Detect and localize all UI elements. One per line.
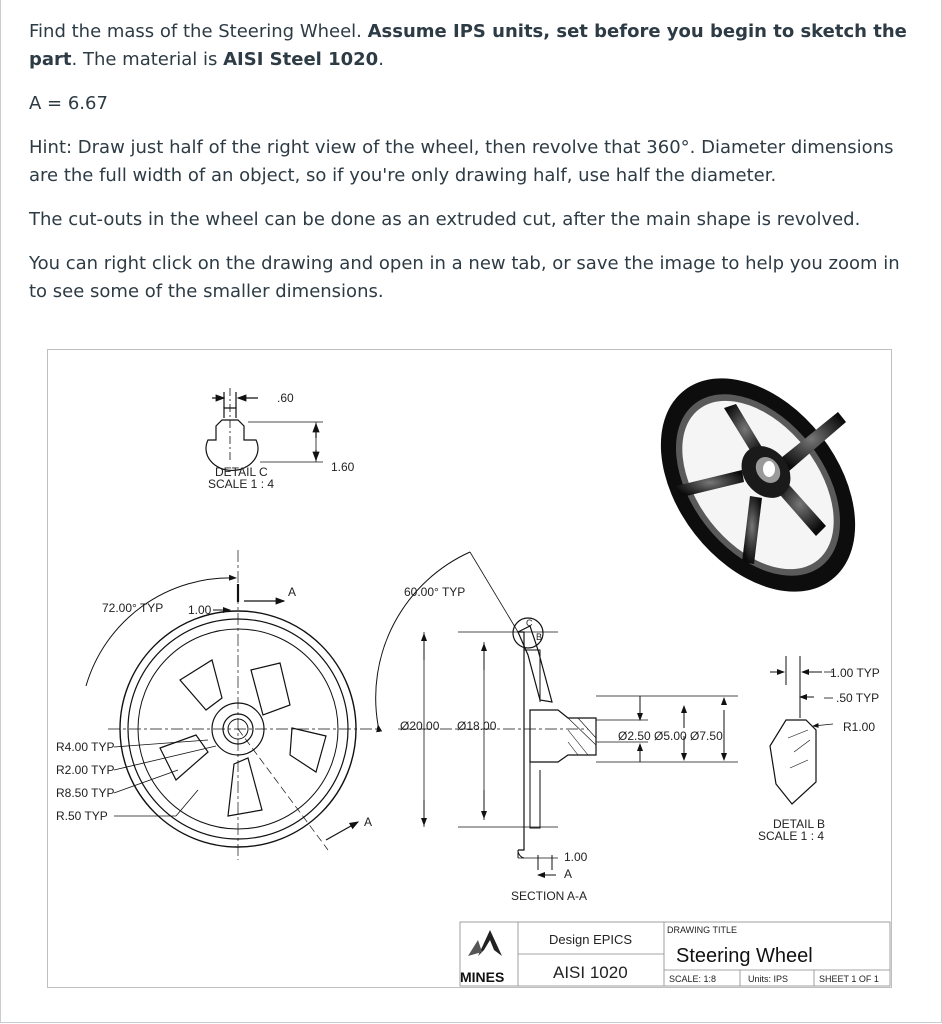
detail-c-scale: SCALE 1 : 4 — [208, 477, 275, 491]
drawing-scale: SCALE: 1:8 — [669, 974, 717, 984]
detail-b-dim-1: 1.00 TYP — [830, 666, 880, 680]
question-paragraph-1 — [29, 18, 915, 74]
detail-b-scale: SCALE 1 : 4 — [758, 829, 825, 843]
wheel-3d-render — [621, 350, 891, 629]
front-angle-dim: 72.00° TYP — [102, 601, 164, 615]
detail-c-width-dim: .60 — [277, 391, 294, 405]
drawing-svg — [48, 350, 891, 987]
designer-text: Design EPICS — [549, 932, 633, 947]
detail-b-dim-2: .50 TYP — [836, 691, 880, 705]
bold-material: AISI Steel 1020 — [223, 49, 379, 70]
detail-b-title: DETAIL B — [773, 817, 826, 831]
text-span: Find the mass of the Steering Wheel. — [29, 21, 368, 42]
radius-dim-4: R.50 TYP — [56, 809, 108, 823]
text-span: . — [378, 49, 384, 70]
question-text — [29, 18, 915, 322]
detail-b — [770, 656, 833, 804]
inner-diameter-dim: Ø18.00 — [457, 719, 497, 733]
detail-c — [206, 388, 323, 470]
drawing-title: Steering Wheel — [676, 945, 813, 967]
front-dim-1: 1.00 — [188, 603, 212, 617]
section-bottom-dim: 1.00 — [564, 850, 588, 864]
detail-c-height-dim: 1.60 — [331, 460, 355, 474]
logo-text: MINES — [460, 969, 505, 985]
section-angle-dim: 60.00° TYP — [404, 585, 466, 599]
section-view — [376, 552, 738, 875]
drawing-sheet: SHEET 1 OF 1 — [819, 974, 879, 984]
material-text: AISI 1020 — [553, 963, 628, 982]
drawing-units: Units: IPS — [748, 974, 789, 984]
radius-dim-3: R8.50 TYP — [56, 786, 115, 800]
section-a-label: A — [564, 867, 573, 881]
variable-a: A = 6.67 — [29, 93, 108, 114]
cutout-paragraph: The cut-outs in the wheel can be done as an extruded cut, after the main shape is revolved. — [29, 209, 861, 230]
radius-dim-2: R2.00 TYP — [56, 763, 115, 777]
detail-b-dim-3: R1.00 — [843, 720, 876, 734]
detail-c-title: DETAIL C — [215, 465, 268, 479]
hub-diameter-dims: Ø2.50 Ø5.00 Ø7.50 — [618, 729, 723, 743]
front-view — [86, 550, 378, 860]
hint-paragraph: Hint: Draw just half of the right view of the wheel, then revolve that 360°. Diameter dimensions are the full width of an object, so if you're only drawing half, use half the diameter. — [29, 137, 894, 186]
drawing-title-caption: DRAWING TITLE — [667, 925, 738, 935]
radius-dim-1: R4.00 TYP — [56, 740, 115, 754]
detail-b-callout: B — [536, 632, 543, 642]
outer-diameter-dim: Ø20.00 — [400, 719, 440, 733]
section-marker-bottom: A — [364, 815, 373, 829]
section-marker-top: A — [288, 585, 297, 599]
bold-units-instruction: Assume IPS units, set before you begin to sketch the part — [29, 21, 907, 70]
zoom-paragraph: You can right click on the drawing and open in a new tab, or save the image to help you zoom in to see some of the smaller dimensions. — [29, 253, 900, 302]
engineering-drawing[interactable] — [47, 349, 892, 988]
mines-logo — [468, 930, 502, 956]
detail-c-callout: C — [526, 618, 533, 628]
text-span: . The material is — [71, 49, 224, 70]
section-title: SECTION A-A — [511, 889, 588, 903]
